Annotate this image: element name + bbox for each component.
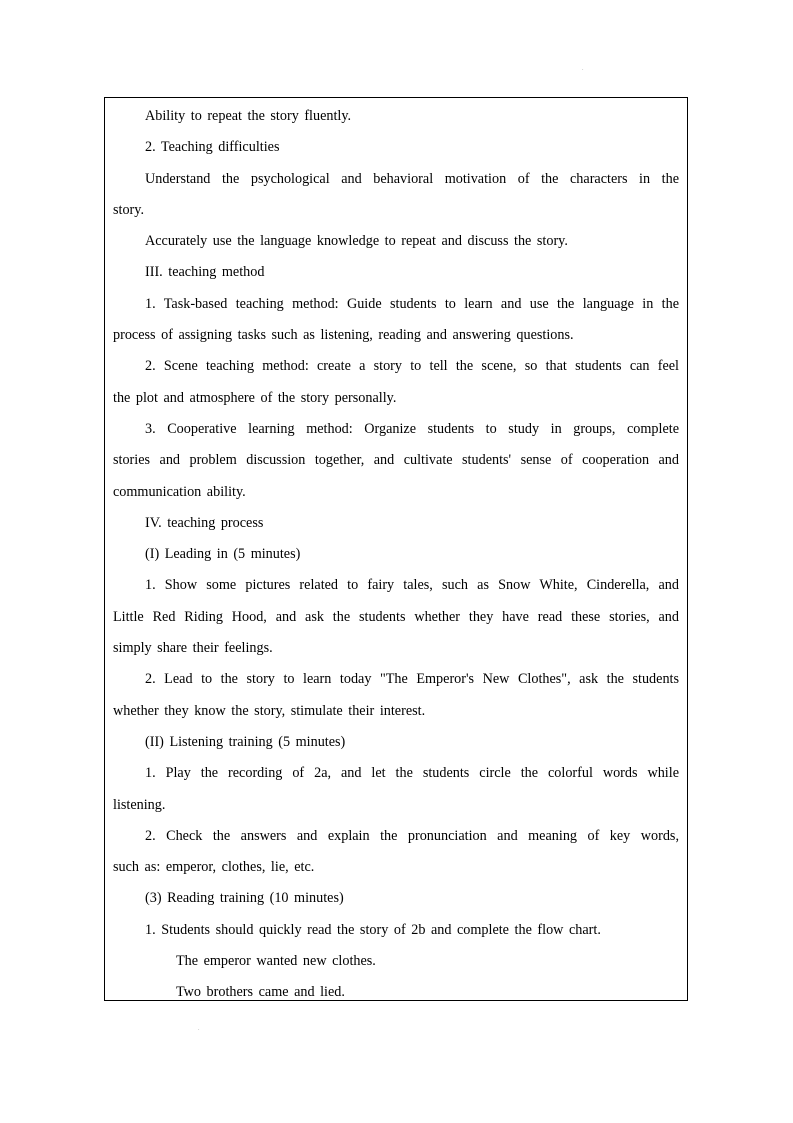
text-line: story. [113, 201, 144, 218]
text-line: III. teaching method [145, 264, 265, 281]
text-line: The emperor wanted new clothes. [176, 953, 376, 970]
text-line: listening. [113, 796, 166, 813]
text-line: Two brothers came and lied. [176, 984, 345, 1001]
text-line: 1. Play the recording of 2a, and let the students circle the colorful words while [145, 765, 679, 782]
text-line: 2. Check the answers and explain the pronunciation and meaning of key words, [145, 827, 679, 844]
text-line: whether they know the story, stimulate their interest. [113, 702, 426, 719]
text-line: such as: emperor, clothes, lie, etc. [113, 859, 315, 876]
text-line: 2. Scene teaching method: create a story to tell the scene, so that students can feel [145, 358, 679, 375]
text-line: 3. Cooperative learning method: Organize students to study in groups, complete [145, 420, 679, 437]
text-line: Little Red Riding Hood, and ask the students whether they have read these stories, and [113, 608, 679, 625]
text-line: 1. Students should quickly read the story of 2b and complete the flow chart. [145, 921, 601, 938]
text-line: Accurately use the language knowledge to repeat and discuss the story. [145, 233, 568, 250]
text-line: 1. Show some pictures related to fairy tales, such as Snow White, Cinderella, and [145, 577, 679, 594]
text-line: 1. Task-based teaching method: Guide students to learn and use the language in the [145, 295, 679, 312]
text-line: Understand the psychological and behavioral motivation of the characters in the [145, 170, 679, 187]
text-line: simply share their feelings. [113, 640, 273, 657]
text-line: (3) Reading training (10 minutes) [145, 890, 344, 907]
text-line: the plot and atmosphere of the story personally. [113, 389, 397, 406]
text-line: 2. Teaching difficulties [145, 139, 280, 156]
text-line: (II) Listening training (5 minutes) [145, 733, 346, 750]
text-line: stories and problem discussion together, and cultivate students' sense of cooperation and [113, 452, 679, 469]
text-line: Ability to repeat the story fluently. [145, 108, 352, 124]
page-mark-top: . [582, 66, 584, 72]
text-line: 2. Lead to the story to learn today "The Emperor's New Clothes", ask the students [145, 671, 679, 688]
text-line: (I) Leading in (5 minutes) [145, 546, 301, 563]
document-table-cell [104, 97, 688, 1001]
document-text [113, 101, 679, 1009]
text-line: communication ability. [113, 483, 246, 500]
text-line: process of assigning tasks such as listening, reading and answering questions. [113, 327, 574, 344]
text-line: IV. teaching process [145, 514, 264, 531]
page-mark-bottom: . [198, 1026, 200, 1032]
